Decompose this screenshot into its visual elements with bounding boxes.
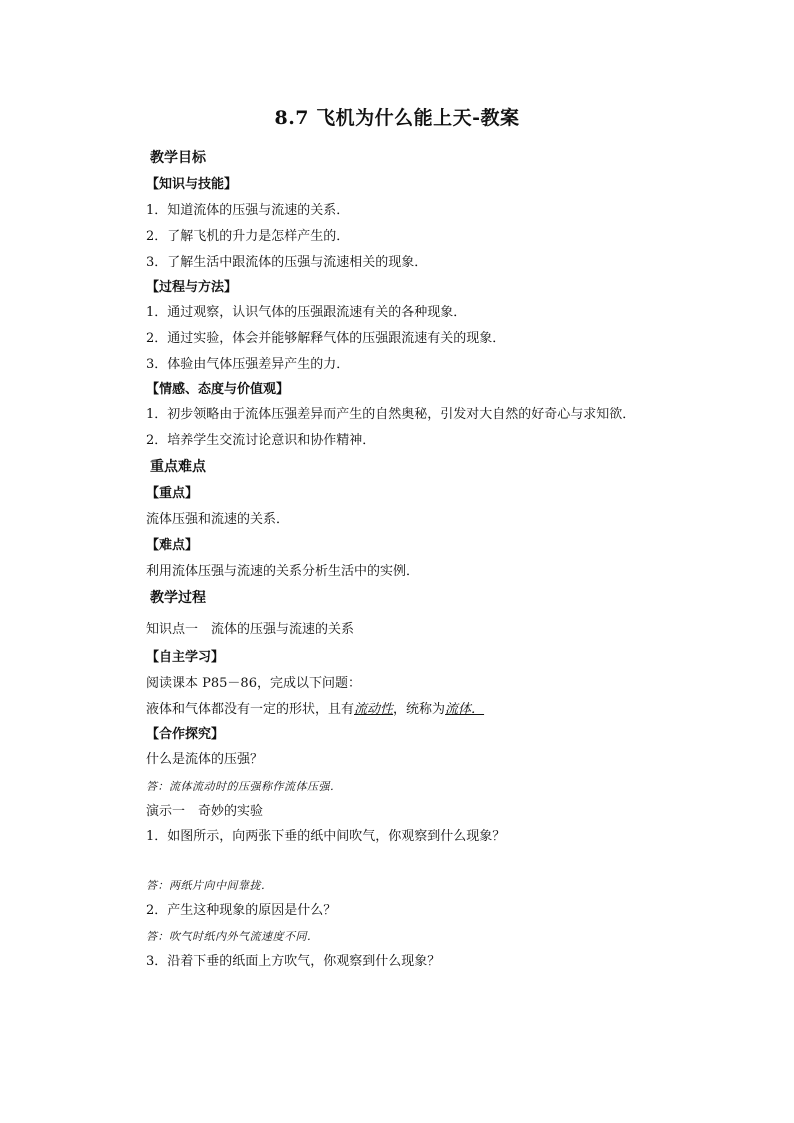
subheading-difficult-point: 【难点】 bbox=[146, 538, 199, 553]
goal-process-3: 3．体验由气体压强差异产生的力． bbox=[146, 357, 350, 372]
difficult-point-text: 利用流体压强与流速的关系分析生活中的实例． bbox=[146, 564, 420, 579]
subheading-attitude-values: 【情感、态度与价值观】 bbox=[146, 382, 290, 397]
demo-question-3: 3．沿着下垂的纸面上方吹气，你观察到什么现象？ bbox=[146, 954, 441, 969]
fill-middle: ，统称为 bbox=[393, 702, 446, 717]
goal-knowledge-3: 3．了解生活中跟流体的压强与流速相关的现象． bbox=[146, 255, 428, 270]
fill-blank-fluid: 流体． bbox=[445, 702, 485, 717]
knowledge-point-1-title: 知识点一 流体的压强与流速的关系 bbox=[146, 622, 355, 637]
answer-fluid-pressure: 答：流体流动时的压强称作流体压强． bbox=[146, 780, 342, 793]
fill-prefix: 液体和气体都没有一定的形状，且有 bbox=[146, 702, 355, 717]
fill-blank-fluidity: 流动性 bbox=[354, 702, 394, 717]
goal-process-1: 1．通过观察，认识气体的压强跟流速有关的各种现象． bbox=[146, 305, 467, 320]
self-study-instruction: 阅读课本 P85－86，完成以下问题： bbox=[146, 676, 361, 691]
demo-1-title: 演示一 奇妙的实验 bbox=[146, 804, 264, 819]
heading-teaching-process: 教学过程 bbox=[150, 590, 206, 606]
demo-question-2: 2．产生这种现象的原因是什么？ bbox=[146, 903, 337, 918]
demo-answer-2: 答：吹气时纸内外气流速度不同． bbox=[146, 930, 319, 943]
key-point-text: 流体压强和流速的关系． bbox=[146, 512, 290, 527]
subheading-self-study: 【自主学习】 bbox=[146, 650, 225, 665]
goal-knowledge-2: 2．了解飞机的升力是怎样产生的． bbox=[146, 229, 350, 244]
goal-process-2: 2．通过实验，体会并能够解释气体的压强跟流速有关的现象． bbox=[146, 331, 506, 346]
subheading-cooperative-inquiry: 【合作探究】 bbox=[146, 727, 225, 742]
goal-knowledge-1: 1．知道流体的压强与流速的关系． bbox=[146, 203, 350, 218]
heading-key-difficult: 重点难点 bbox=[150, 459, 206, 475]
fill-in-sentence bbox=[146, 702, 484, 718]
goal-attitude-1: 1．初步领略由于流体压强差异而产生的自然奥秘，引发对大自然的好奇心与求知欲． bbox=[146, 407, 636, 422]
goal-attitude-2: 2．培养学生交流讨论意识和协作精神． bbox=[146, 433, 376, 448]
subheading-process-methods: 【过程与方法】 bbox=[146, 280, 238, 295]
question-fluid-pressure: 什么是流体的压强？ bbox=[146, 752, 264, 767]
demo-answer-1: 答：两纸片向中间靠拢． bbox=[146, 879, 273, 892]
document-title: 8.7 飞机为什么能上天-教案 bbox=[274, 107, 520, 129]
subheading-knowledge-skills: 【知识与技能】 bbox=[146, 177, 238, 192]
subheading-key-point: 【重点】 bbox=[146, 486, 199, 501]
heading-teaching-goals: 教学目标 bbox=[150, 150, 206, 166]
demo-question-1: 1．如图所示，向两张下垂的纸中间吹气，你观察到什么现象？ bbox=[146, 829, 506, 844]
